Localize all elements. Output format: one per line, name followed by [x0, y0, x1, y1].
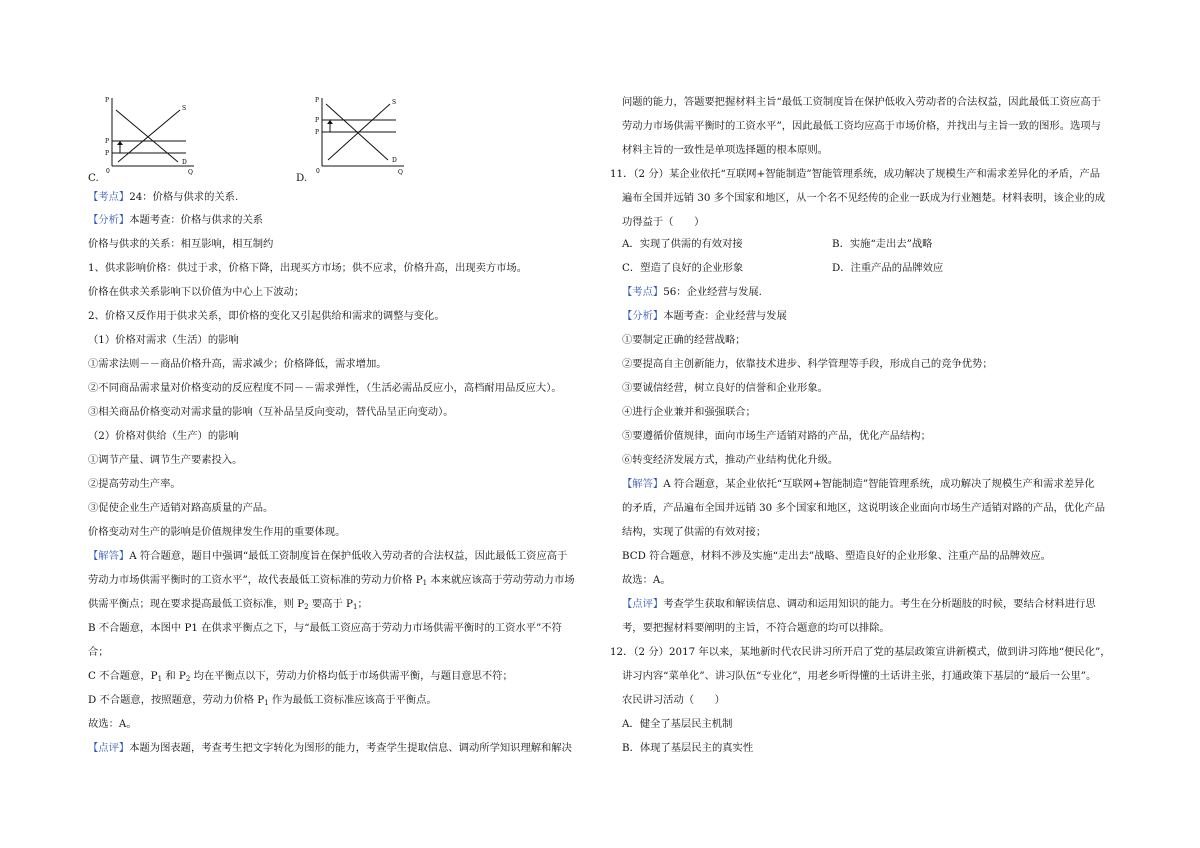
right-mid-10: 结构，实现了供需的有效对接； [622, 526, 767, 538]
right-line-0: 问题的能力，答题要把握材料主旨“最低工资制度旨在保护低收入劳动者的合法权益，因此最低工资应高于 [622, 96, 1101, 108]
left-line-11: ①调节产量、调节生产要素投入。 [88, 454, 243, 466]
right-mid-12: 故选：A。 [622, 574, 671, 586]
left-line-18: B 不合题意，本图中 P1 在供求平衡点之下，与“最低工资应高于劳动力市场供需平衡时的工资水平”不符 [88, 622, 562, 634]
right-mid-1-text: 本题考查：企业经营与发展 [663, 310, 787, 322]
chart-d-s-label: S [392, 99, 397, 106]
left-line-23-text: 本题为图表题，考查考生把文字转化为图形的能力，考查学生提取信息、调动所学知识理解和解决 [129, 742, 572, 754]
left-line-23 [88, 742, 572, 755]
left-line-5: 2、价格又反作用于供求关系，即价格的变化又引起供给和需求的调整与变化。 [88, 310, 445, 322]
right-mid-8 [622, 478, 1095, 491]
left-line-7: ①需求法则－－商品价格升高，需求减少；价格降低，需求增加。 [88, 358, 387, 370]
chart-d-p-top: P [315, 117, 320, 124]
q11-options-row-1 [622, 238, 1092, 251]
right-mid-1 [622, 310, 1092, 323]
question-11-line-1: 遍布全国并远销 30 多个国家和地区，从一个名不见经传的企业一跃成为行业翘楚。材料表明，该企业的成 [622, 192, 1106, 204]
chart-d-supply-demand [312, 92, 408, 176]
right-mid-8-text: A 符合题意，某企业依托“互联网+智能制造”智能管理系统，成功解决了规模生产和需求差异化 [663, 478, 1095, 490]
question-12-line-1: 讲习内容“菜单化”、讲习队伍“专业化”，用老乡听得懂的土话讲主张，打通政策下基层的“最后一公里”。 [622, 670, 1097, 682]
right-mid-0 [622, 286, 1092, 299]
right-mid-13-text: 考查学生获取和解读信息、调动和运用知识的能力。考生在分析题肢的时候，要结合材料进行思 [663, 598, 1096, 610]
left-line-6: （1）价格对需求（生活）的影响 [88, 334, 239, 346]
chart-c-supply-curve [118, 110, 180, 162]
chart-d-p-bottom: P [315, 129, 320, 136]
kaodian-tag-right: 【考点】 [622, 286, 664, 298]
right-mid-2: ①要制定正确的经营战略； [622, 334, 746, 346]
question-11-line-0: 11．（2 分）某企业依托“互联网+智能制造”智能管理系统，成功解决了规模生产和需求差异化的矛盾，产品 [610, 168, 1100, 180]
jieda-tag-left: 【解答】 [88, 550, 130, 562]
chart-c-p-bottom: P [105, 150, 110, 157]
left-line-3: 1、供求影响价格：供过于求，价格下降，出现买方市场；供不应求，价格升高，出现卖方市场。 [88, 262, 528, 274]
dianping-tag-left: 【点评】 [88, 742, 130, 754]
left-line-21: D 不合题意，按照题意，劳动力价格 $P_1$ 作为最低工资标准应该高于平衡点。 [88, 694, 437, 707]
q11-option-b[interactable]: B．实施“走出去”战略 [832, 238, 933, 250]
right-mid-14: 考，要把握材料要阐明的主旨，不符合题意的均可以排除。 [622, 622, 890, 634]
left-line-0 [88, 191, 558, 204]
chart-c-svg [102, 92, 198, 176]
chart-c-d-label: D [182, 159, 187, 166]
question-12-line-0: 12．（2 分）2017 年以来，某地新时代农民讲习所开启了党的基层政策宣讲新模式，做到讲习阵地“便民化”， [610, 646, 1111, 658]
kaodian-tag-left: 【考点】 [88, 191, 130, 203]
left-line-19: 合； [88, 646, 109, 658]
q12-option-b[interactable]: B．体现了基层民主的真实性 [622, 742, 754, 754]
left-line-4: 价格在供求关系影响下以价值为中心上下波动； [88, 286, 305, 298]
chart-c-axis-p: P [105, 97, 110, 104]
chart-c-p-top: P [105, 138, 110, 145]
left-line-22: 故选：A。 [88, 718, 137, 730]
left-line-1 [88, 214, 558, 227]
right-mid-13 [622, 598, 1096, 611]
chart-c-origin: 0 [106, 168, 110, 175]
left-line-16: 劳动力市场供需平衡时的工资水平”，故代表最低工资标准的劳动力价格 $P_1$ 本来就应该高于劳动劳动力市场 [88, 574, 575, 587]
option-c-label: C. [88, 172, 99, 184]
chart-d-svg [312, 92, 408, 176]
right-mid-9: 的矛盾，产品遍布全国并远销 30 多个国家和地区，这说明该企业面向市场生产适销对路的产品，优化产品 [622, 502, 1106, 514]
chart-c-axis-q: Q [188, 169, 193, 176]
left-line-12: ②提高劳动生产率。 [88, 478, 181, 490]
left-line-14: 价格变动对生产的影响是价值规律发生作用的重要体现。 [88, 526, 346, 538]
dianping-tag-right: 【点评】 [622, 598, 664, 610]
option-d-label: D. [296, 172, 308, 184]
chart-c-demand-curve [116, 110, 178, 162]
left-line-1-text: 本题考查：价格与供求的关系 [129, 214, 264, 226]
chart-d-arrow-head [327, 120, 333, 124]
q11-option-d[interactable]: D．注重产品的品牌效应 [832, 262, 944, 274]
left-line-8: ②不同商品需求量对价格变动的反应程度不同－－需求弹性，（生活必需品反应小，高档耐用品反应大）。 [88, 382, 562, 394]
chart-c-s-label: S [182, 105, 187, 112]
right-line-1: 劳动力市场供需平衡时的工资水平”，因此最低工资均应高于市场价格，并找出与主旨一致的图形。选项与 [622, 120, 1101, 132]
chart-d-axis-p: P [315, 97, 320, 104]
right-mid-3: ②要提高自主创新能力，依靠技术进步、科学管理等手段，形成自己的竞争优势； [622, 358, 993, 370]
chart-c-arrow-head [117, 141, 123, 145]
left-line-0-text: 24：价格与供求的关系. [129, 191, 239, 203]
chart-d-axis-q: Q [398, 169, 403, 176]
q11-option-c[interactable]: C．塑造了良好的企业形象 [622, 262, 744, 274]
fenxi-tag-left: 【分析】 [88, 214, 130, 226]
question-12-line-2: 农民讲习活动（ ） [622, 694, 725, 706]
chart-d-origin: 0 [316, 168, 320, 175]
q11-options-row-2 [622, 262, 1092, 275]
right-mid-0-text: 56：企业经营与发展. [663, 286, 762, 298]
right-mid-6: ⑤要遵循价值规律，面向市场生产适销对路的产品，优化产品结构； [622, 430, 931, 442]
left-line-2: 价格与供求的关系：相互影响，相互制约 [88, 238, 274, 250]
right-mid-11: BCD 符合题意，材料不涉及实施“走出去”战略、塑造良好的企业形象、注重产品的品牌效应。 [622, 550, 1051, 562]
left-line-15 [88, 550, 568, 563]
jieda-tag-right: 【解答】 [622, 478, 664, 490]
left-line-9: ③相关商品价格变动对需求量的影响（互补品呈反向变动，替代品呈正向变动）。 [88, 406, 454, 418]
q11-option-a[interactable]: A．实现了供需的有效对接 [622, 238, 743, 250]
q12-option-a[interactable]: A．健全了基层民主机制 [622, 718, 733, 730]
right-mid-4: ③要诚信经营，树立良好的信誉和企业形象。 [622, 382, 828, 394]
left-line-20: C 不合题意，$P_1$ 和 $P_2$ 均在平衡点以下，劳动力价格均低于市场供需平衡，与题目意思不符； [88, 670, 513, 683]
right-line-2: 材料主旨的一致性是单项选择题的根本原则。 [622, 144, 828, 156]
question-11-line-2: 功得益于（ ） [622, 216, 705, 228]
right-mid-5: ④进行企业兼并和强强联合； [622, 406, 756, 418]
fenxi-tag-right: 【分析】 [622, 310, 664, 322]
right-mid-7: ⑥转变经济发展方式，推动产业结构优化升级。 [622, 454, 839, 466]
left-line-15-text: A 符合题意，题目中强调“最低工资制度旨在保护低收入劳动者的合法权益，因此最低工资应高于 [129, 550, 568, 562]
chart-d-d-label: D [392, 157, 397, 164]
left-line-17: 供需平衡点；现在要求提高最低工资标准，则 $P_2$ 要高于 $P_1$； [88, 598, 368, 611]
left-line-10: （2）价格对供给（生产）的影响 [88, 430, 239, 442]
chart-c-supply-demand [102, 92, 198, 176]
left-line-13: ③促使企业生产适销对路高质量的产品。 [88, 502, 274, 514]
